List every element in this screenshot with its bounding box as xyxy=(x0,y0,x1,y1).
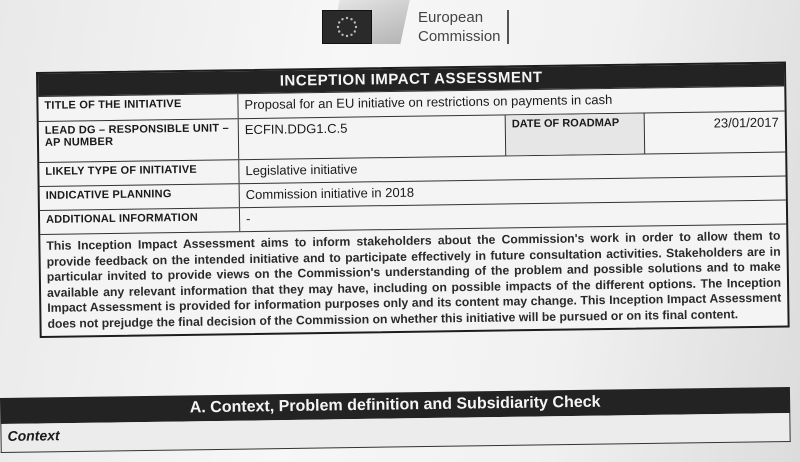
commission-logo xyxy=(322,8,509,46)
disclaimer-paragraph: This Inception Impact Assessment aims to inform stakeholders about the Commission's work in order to allow them to provide feedback on the intended initiative and to participate effectively in future consultation activities. Stakeholders are in particular invited to provide views on the Commission's understanding of the problem and possible solutions and to make available any relevant information that they may have, including on possible impacts of the different options. The Inception Impact Assessment is provided for information purposes only and its content may change. This Inception Impact Assessment does not prejudge the final decision of the Commission on whether this initiative will be pursued or on its final content. xyxy=(40,224,787,336)
date-label: DATE OF ROADMAP xyxy=(505,114,646,156)
title-value: Proposal for an EU initiative on restrictions on payments in cash xyxy=(244,91,613,113)
logo-line-2: Commission xyxy=(418,28,501,45)
section-heading: A. Context, Problem definition and Subsidiarity Check xyxy=(0,387,790,424)
section-a xyxy=(0,387,791,453)
planning-label: INDICATIVE PLANNING xyxy=(40,184,240,210)
logo-line-1: European xyxy=(418,9,484,26)
inception-table xyxy=(36,62,790,338)
date-value: 23/01/2017 xyxy=(713,114,779,131)
logo-text xyxy=(418,8,501,46)
info-label: ADDITIONAL INFORMATION xyxy=(40,208,240,234)
eu-flag-icon xyxy=(322,10,372,44)
lead-label: LEAD DG – RESPONSIBLE UNIT – AP NUMBER xyxy=(39,119,240,162)
section-subheading: Context xyxy=(0,413,790,453)
logo-divider xyxy=(507,10,509,44)
info-value: - xyxy=(245,211,251,227)
type-label: LIKELY TYPE OF INITIATIVE xyxy=(39,160,239,186)
title-label: TITLE OF THE INITIATIVE xyxy=(38,94,238,121)
type-value: Legislative initiative xyxy=(245,161,358,179)
planning-value: Commission initiative in 2018 xyxy=(245,184,415,203)
table-header: INCEPTION IMPACT ASSESSMENT xyxy=(38,64,784,96)
lead-value: ECFIN.DDG1.C.5 xyxy=(244,120,348,138)
